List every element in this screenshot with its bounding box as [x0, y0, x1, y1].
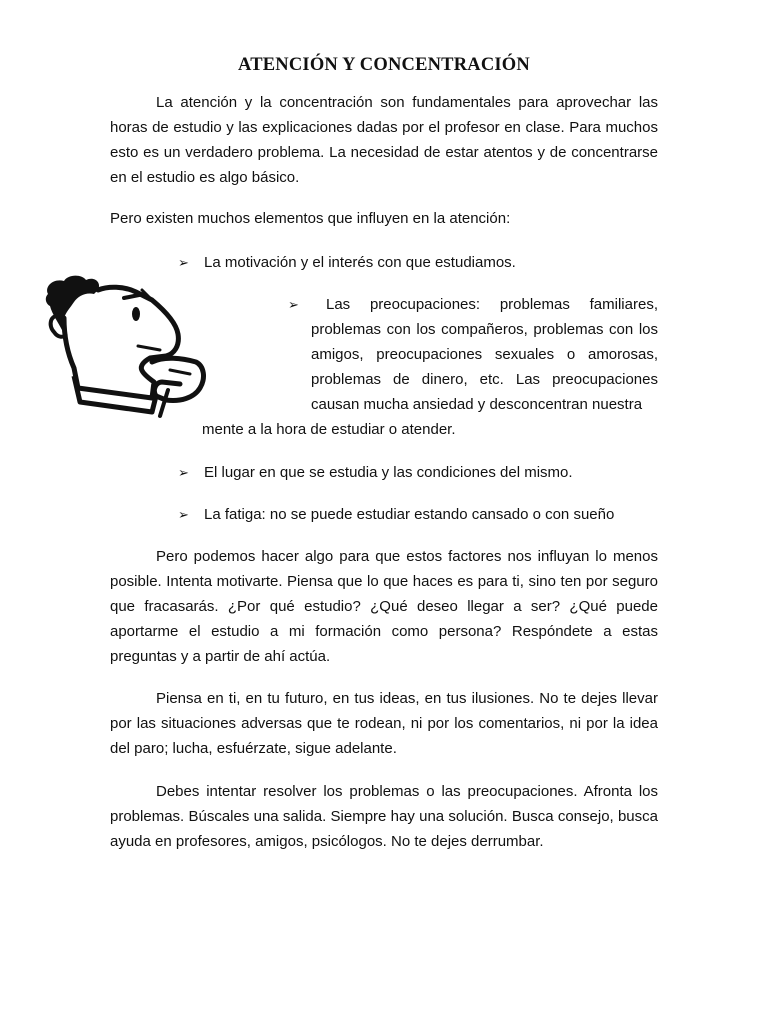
- bullet-motivation: La motivación y el interés con que estudiamos.: [204, 254, 516, 271]
- bullet-worries-continuation: mente a la hora de estudiar o atender.: [202, 421, 456, 438]
- advice-paragraph: Pero podemos hacer algo para que estos factores nos influyan lo menos posible. Intenta motivarte. Piensa que lo que haces es para ti, sino ten por seguro que fracasarás. ¿Por qué estudio? ¿Qué deseo llegar a ser? ¿Qué puede aportarme el estudio a mi formación como persona? Respóndete a estas preguntas y a partir de ahí actúa.: [110, 548, 658, 665]
- bullet-worries: Las preocupaciones: problemas familiares, problemas con los compañeros, problemas con los amigos, preocupaciones sexuales o amorosas, problemas de dinero, etc. Las preocupaciones causan mucha ansiedad y desconcentran nuestra: [311, 296, 658, 413]
- eyebrow-shape: [124, 294, 144, 298]
- hand-shape: [152, 358, 203, 400]
- factors-intro: Pero existen muchos elementos que influyen en la atención:: [110, 210, 511, 227]
- page-title: ATENCIÓN Y CONCENTRACIÓN: [238, 55, 530, 75]
- bullet-arrow-icon: ➢: [178, 465, 189, 480]
- future-paragraph: Piensa en ti, en tu futuro, en tus ideas, en tus ilusiones. No te dejes llevar por las situaciones adversas que te rodean, ni por los comentarios, ni por la idea del paro; lucha, esfuérzate, sigue adelante.: [110, 690, 658, 757]
- intro-paragraph: La atención y la concentración son fundamentales para aprovechar las horas de estudio y las explicaciones dadas por el profesor en clase. Para muchos esto es un verdadero problema. La necesidad de estar atentos y de concentrarse en el estudio es algo básico.: [110, 94, 658, 186]
- thinking-man-illustration: [40, 272, 210, 420]
- eye-shape: [132, 307, 140, 321]
- bullet-arrow-icon: ➢: [178, 255, 189, 270]
- bullet-arrow-icon: ➢: [288, 297, 299, 312]
- hair-shape: [46, 276, 99, 330]
- mouth-line: [138, 346, 160, 350]
- bullet-fatigue: La fatiga: no se puede estudiar estando cansado o con sueño: [204, 506, 615, 523]
- bullet-arrow-icon: ➢: [178, 507, 189, 522]
- bullet-place: El lugar en que se estudia y las condiciones del mismo.: [204, 464, 573, 481]
- problems-paragraph: Debes intentar resolver los problemas o las preocupaciones. Afronta los problemas. Búscales una salida. Siempre hay una solución. Busca consejo, busca ayuda en profesores, amigos, psicólogos. No te dejes derrumbar.: [110, 783, 658, 850]
